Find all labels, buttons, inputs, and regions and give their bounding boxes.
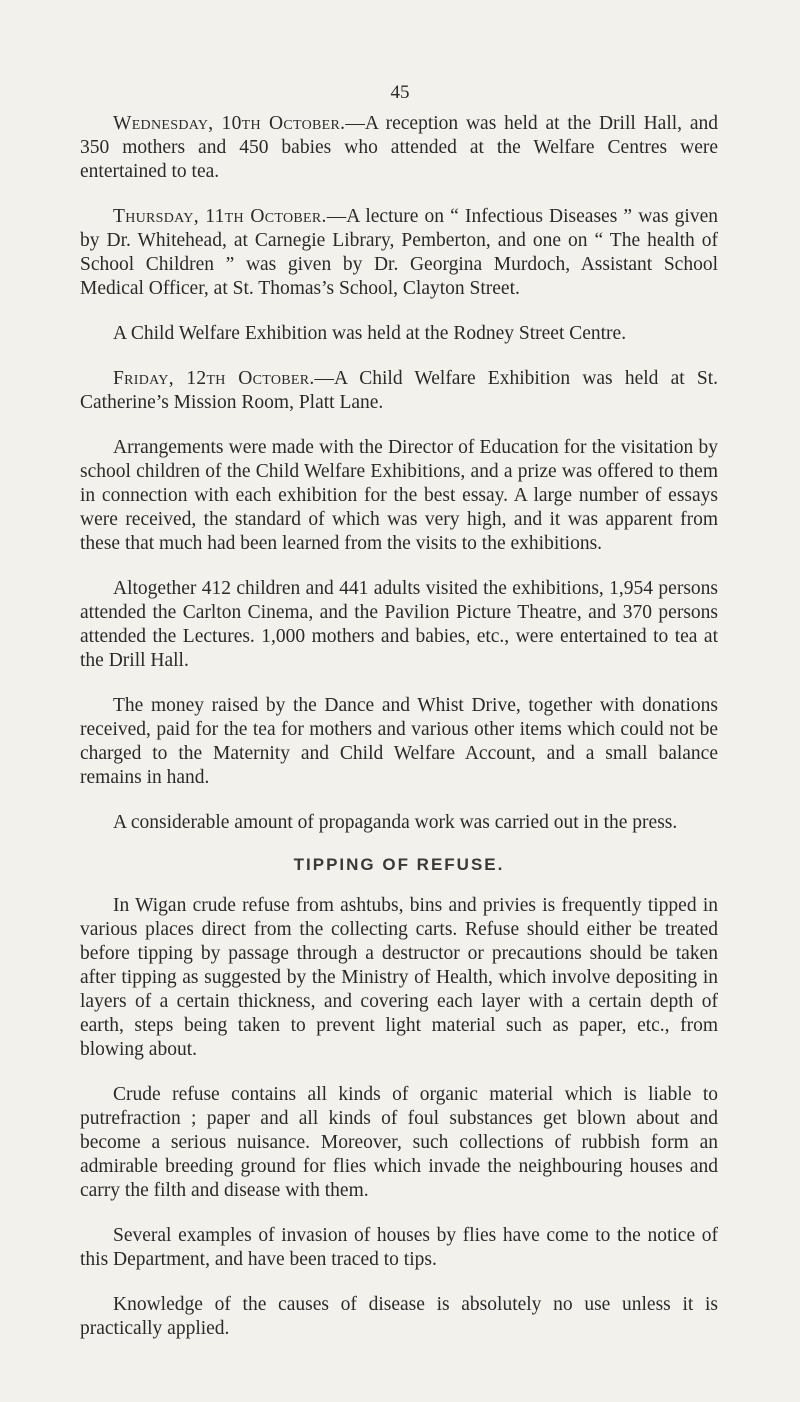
page-number: 45 xyxy=(390,82,410,103)
entry-text: —A reception was held at the Drill Hall, and 350 mothers and 450 babies who attended at the Welfare Centres were entertained to tea. xyxy=(80,113,718,182)
paragraph-tipping: In Wigan crude refuse from ashtubs, bins and privies is frequently tipped in various places direct from the collecting carts. Refuse should either be treated before tipping by passage through a destructor or precautions should be taken after tipping as suggested by the Ministry of Health, which involve depositing in layers of a certain thickness, and covering each layer with a certain depth of earth, steps being taken to prevent light material such as paper, etc., from blowing about. xyxy=(80,895,718,1060)
entry-text: A Child Welfare Exhibition was held at the Rodney Street Centre. xyxy=(113,323,627,344)
paragraph-propaganda: A considerable amount of propaganda work was carried out in the press. xyxy=(113,812,678,833)
entry-date: Thursday, 11th October. xyxy=(113,206,327,227)
entry-date: Wednesday, 10th October. xyxy=(113,113,346,134)
paragraph-attendance: Altogether 412 children and 441 adults visited the exhibitions, 1,954 persons attended the Carlton Cinema, and the Pavilion Picture Theatre, and 370 persons attended the Lectures. 1,000 mothers and babies, etc., were entertained to tea at the Drill Hall. xyxy=(80,578,718,671)
section-heading: TIPPING OF REFUSE. xyxy=(293,855,505,874)
entry-friday xyxy=(80,367,718,415)
paragraph-money: The money raised by the Dance and Whist Drive, together with donations received, paid for the tea for mothers and various other items which could not be charged to the Maternity and Child Welfare Account, and a small balance remains in hand. xyxy=(80,695,718,788)
entry-date: Friday, 12th October. xyxy=(113,368,315,389)
entry-rodney-street xyxy=(80,322,718,346)
entry-thursday xyxy=(80,205,718,301)
entry-text: —A lecture on “ Infectious Diseases ” was given by Dr. Whitehead, at Carnegie Library, Pemberton, and one on “ The health of School Children ” was given by Dr. Georgina Murdoch, Assistant School Medical Officer, at St. Thomas’s School, Clayton Street. xyxy=(80,206,718,299)
paragraph-crude-refuse: Crude refuse contains all kinds of organic material which is liable to putrefraction ; paper and all kinds of foul substances get blown about and become a serious nuisance. Moreover, such collections of rubbish form an admirable breeding ground for flies which invade the neighbouring houses and carry the filth and disease with them. xyxy=(80,1084,718,1201)
paragraph-arrangements: Arrangements were made with the Director of Education for the visitation by school children of the Child Welfare Exhibitions, and a prize was offered to them in connection with each exhibition for the best essay. A large number of essays were received, the standard of which was very high, and it was apparent from these that much had been learned from the visits to the exhibitions. xyxy=(80,437,718,554)
entry-text: —A Child Welfare Exhibition was held at St. Catherine’s Mission Room, Platt Lane. xyxy=(80,368,718,413)
entry-wednesday xyxy=(80,112,718,184)
paragraph-flies: Several examples of invasion of houses by flies have come to the notice of this Department, and have been traced to tips. xyxy=(80,1225,718,1270)
paragraph-knowledge: Knowledge of the causes of disease is absolutely no use unless it is practically applied. xyxy=(80,1294,718,1339)
